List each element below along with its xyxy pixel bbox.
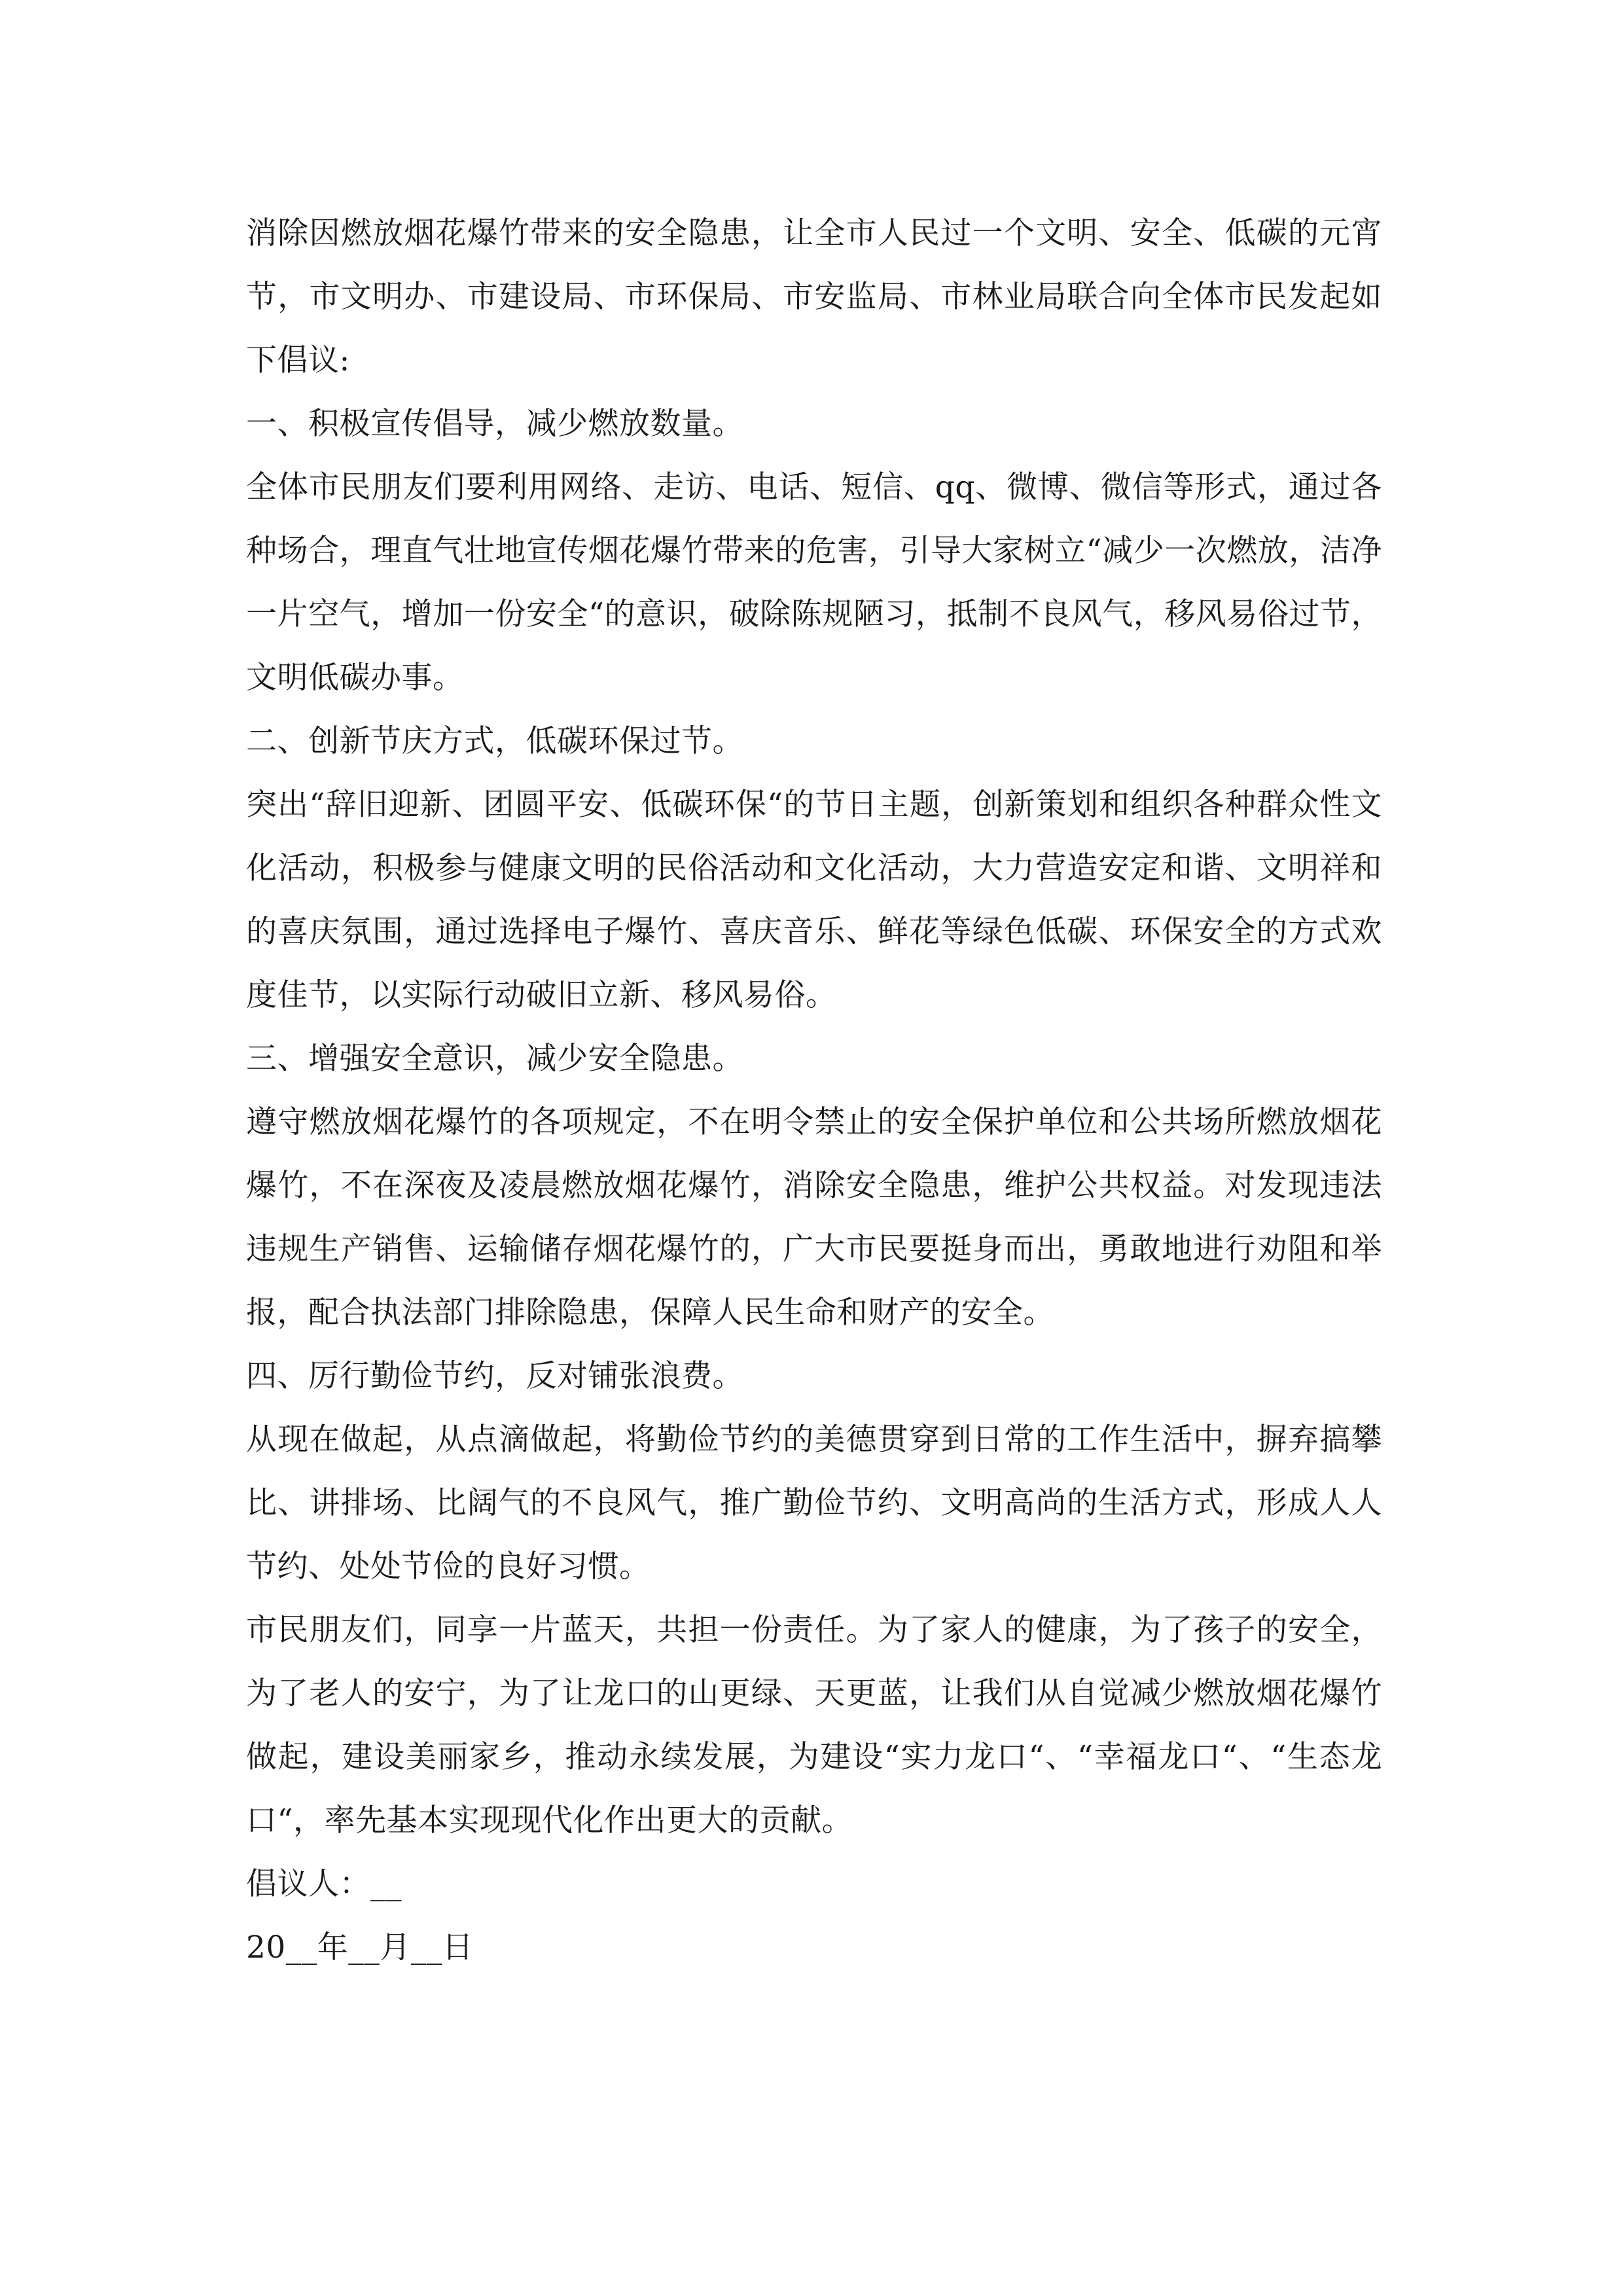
section-body-2: 突出“辞旧迎新、团圆平安、低碳环保“的节日主题，创新策划和组织各种群众性文化活动，积极参与健康文明的民俗活动和文化活动，大力营造安定和谐、文明祥和的喜庆氛围，通过选择电子爆竹、喜庆音乐、鲜花等绿色低碳、环保安全的方式欢度佳节，以实际行动破旧立新、移风易俗。	[246, 787, 1382, 1013]
section-body-4: 从现在做起，从点滴做起，将勤俭节约的美德贯穿到日常的工作生活中，摒弃搞攀比、讲排场、比阔气的不良风气，推广勤俭节约、文明高尚的生活方式，形成人人节约、处处节俭的良好习惯。	[246, 1422, 1382, 1585]
section-heading-2: 二、创新节庆方式，低碳环保过节。	[246, 723, 743, 759]
section-heading-3: 三、增强安全意识，减少安全隐患。	[246, 1041, 743, 1077]
date-line: 20__年__月__日	[246, 1929, 474, 1965]
intro-paragraph: 消除因燃放烟花爆竹带来的安全隐患，让全市人民过一个文明、安全、低碳的元宵节，市文明办、市建设局、市环保局、市安监局、市林业局联合向全体市民发起如下倡议:	[246, 215, 1382, 378]
section-heading-1: 一、积极宣传倡导，减少燃放数量。	[246, 406, 743, 442]
section-body-3: 遵守燃放烟花爆竹的各项规定，不在明令禁止的安全保护单位和公共场所燃放烟花爆竹，不在深夜及凌晨燃放烟花爆竹，消除安全隐患，维护公共权益。对发现违法违规生产销售、运输储存烟花爆竹的，广大市民要挺身而出，勇敢地进行劝阻和举报，配合执法部门排除隐患，保障人民生命和财产的安全。	[246, 1104, 1382, 1331]
closing-paragraph: 市民朋友们，同享一片蓝天，共担一份责任。为了家人的健康，为了孩子的安全，为了老人的安宁，为了让龙口的山更绿、天更蓝，让我们从自觉减少燃放烟花爆竹做起，建设美丽家乡，推动永续发展，为建设“实力龙口“、“幸福龙口“、“生态龙口“，率先基本实现现代化作出更大的贡献。	[246, 1612, 1382, 1839]
document-body	[246, 202, 1382, 1979]
section-heading-4: 四、厉行勤俭节约，反对铺张浪费。	[246, 1358, 743, 1394]
signature-line: 倡议人：__	[246, 1866, 402, 1902]
section-body-1: 全体市民朋友们要利用网络、走访、电话、短信、qq、微博、微信等形式，通过各种场合，理直气壮地宣传烟花爆竹带来的危害，引导大家树立“减少一次燃放，洁净一片空气，增加一份安全“的意识，破除陈规陋习，抵制不良风气，移风易俗过节，文明低碳办事。	[246, 469, 1382, 696]
